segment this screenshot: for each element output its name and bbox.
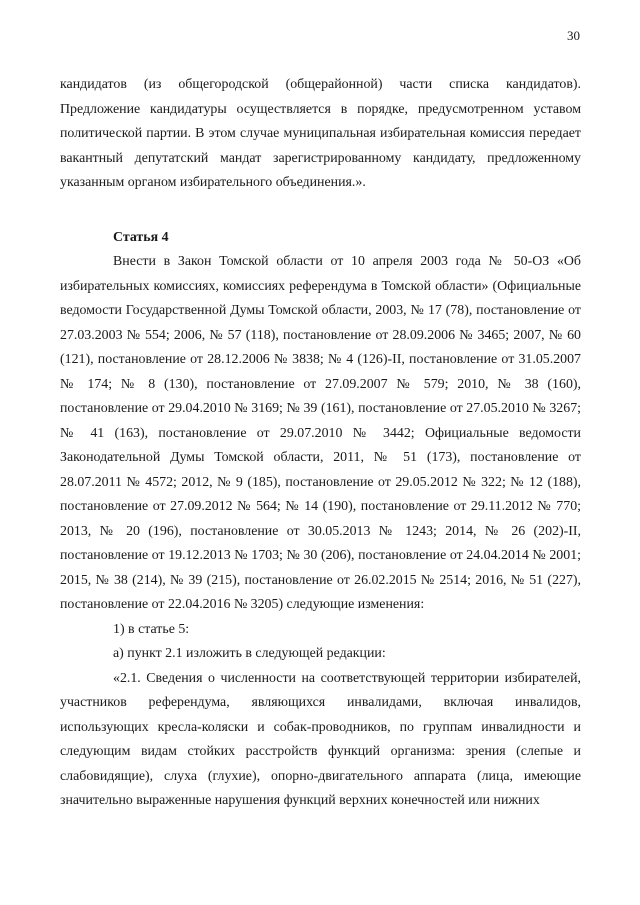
intro-paragraph: кандидатов (из общегородской (общерайонной) части списка кандидатов). Предложение кандидатуры осуществляется в порядке, предусмотренном уставом политической партии. В этом случае муниципальная избирательная комиссия передает вакантный депутатский мандат зарегистрированному кандидату, предложенному указанным органом избирательного объединения.». <box>60 77 581 190</box>
article-item-1: 1) в статье 5: <box>113 621 190 637</box>
article-item-1-a: а) пункт 2.1 изложить в следующей редакции: <box>113 646 386 661</box>
article-body-paragraph: Внести в Закон Томской области от 10 апреля 2003 года № 50-ОЗ «Об избирательных комиссиях, комиссиях референдума в Томской области» (Официальные ведомости Государственной Думы Томской области, 2003, № 17 (78), постановление от 27.03.2003 № 554; 2006, № 57 (118), постановление от 28.09.2006 № 3465; 2007, № 60 (121), постановление от 28.12.2006 № 3838; № 4 (126)-II, постановление от 31.05.2007 № 174; № 8 (130), постановление от 27.09.2007 № 579; 2010, № 38 (160), постановление от 29.04.2010 № 3169; № 39 (161), постановление от 27.05.2010 № 3267; № 41 (163), постановление от 29.07.2010 № 3442; Официальные ведомости Законодательной Думы Томской области, 2011, № 51 (173), постановление от 28.07.2011 № 4572; 2012, № 9 (185), постановление от 29.05.2012 № 322; № 12 (188), постановление от 27.09.2012 № 564; № 14 (190), постановление от 29.11.2012 № 770; 2013, № 20 (196), постановление от 30.05.2013 № 1243; 2014, № 26 (202)-II, постановление от 19.12.2013 № 1703; № 30 (206), постановление от 24.04.2014 № 2001; 2015, № 38 (214), № 39 (215), постановление от 26.02.2015 № 2514; 2016, № 51 (227), постановление от 22.04.2016 № 3205) следующие изменения: <box>60 254 581 612</box>
quoted-amendment-paragraph: «2.1. Сведения о численности на соответствующей территории избирателей, участников референдума, являющихся инвалидами, включая инвалидов, использующих кресла-коляски и собак-проводников, по группам инвалидности и следующим видам стойких расстройств функций организма: зрения (слепые и слабовидящие), слуха (глухие), опорно-двигательного аппарата (лица, имеющие значительно выраженные нарушения функций верхних конечностей или нижних <box>60 670 581 808</box>
intro-paragraph-block <box>60 73 581 196</box>
article-body-block <box>60 250 581 814</box>
article-heading: Статья 4 <box>113 230 169 245</box>
page-number: 30 <box>567 28 580 43</box>
